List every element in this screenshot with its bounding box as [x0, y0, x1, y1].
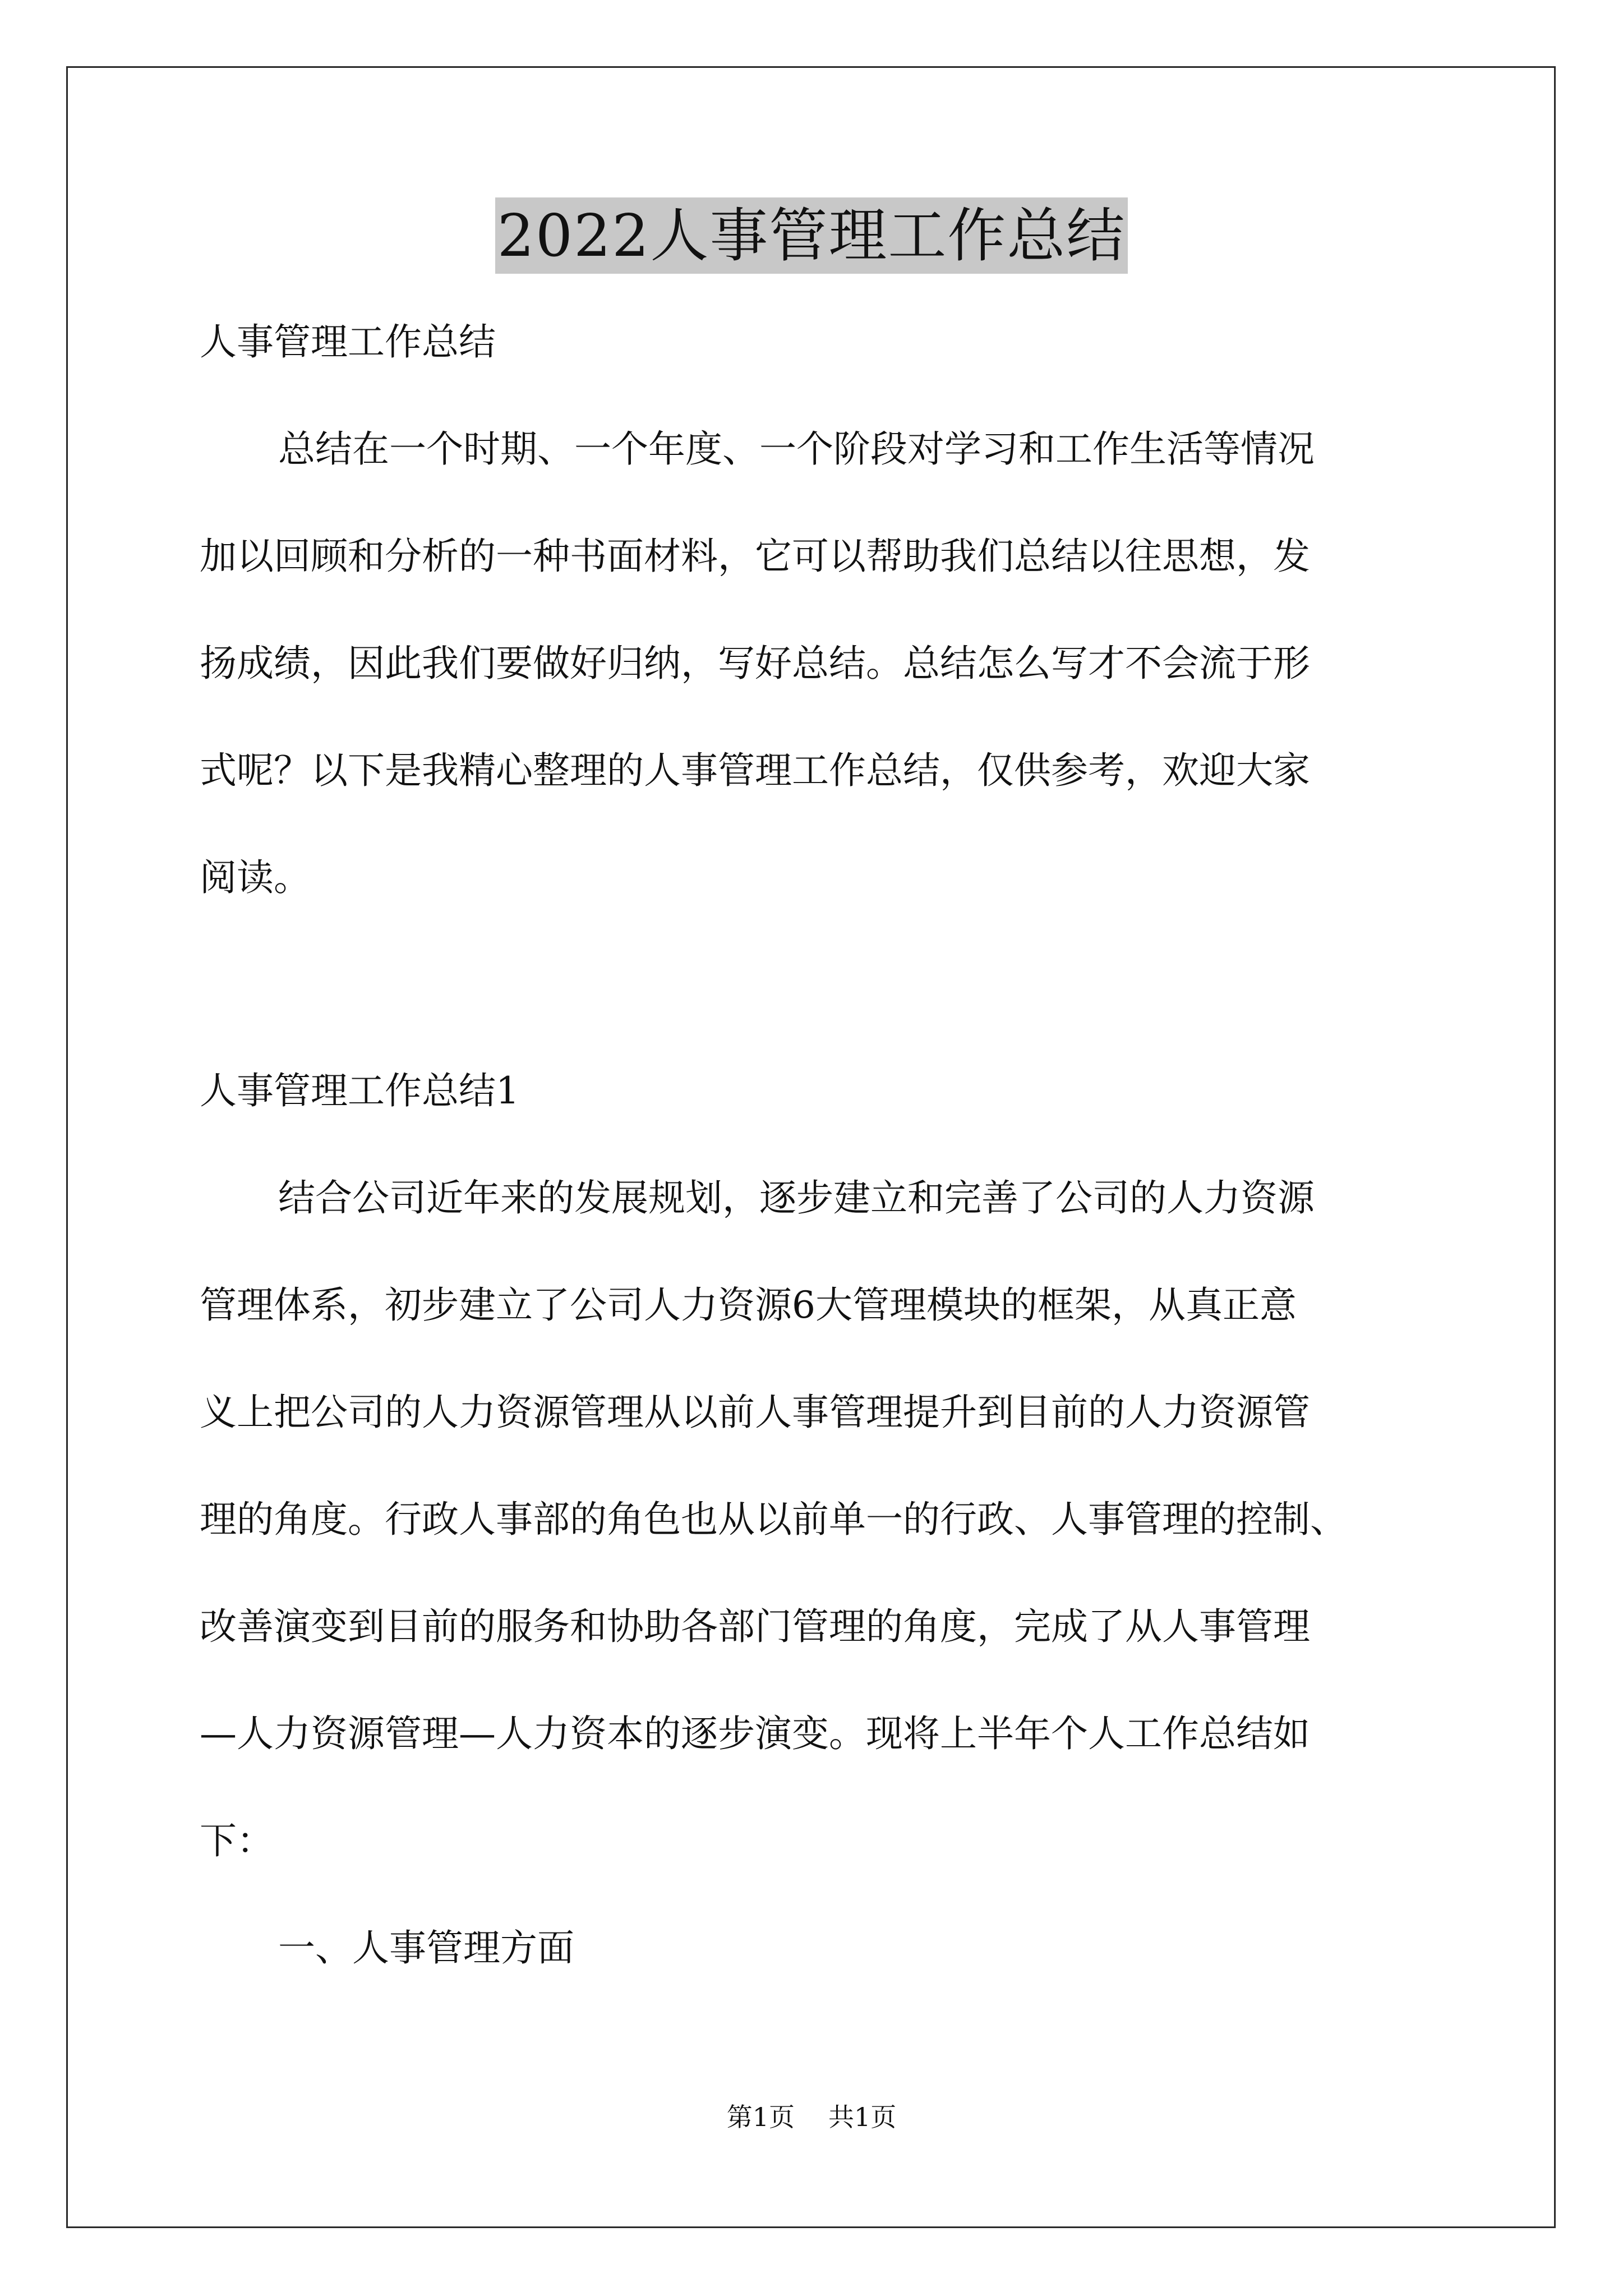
paragraph-line: 理的角度。行政人事部的角色也从以前单一的行政、人事管理的控制、 [200, 1498, 1347, 1541]
title-container [0, 197, 1623, 274]
paragraph-line: 结合公司近年来的发展规划，逐步建立和完善了公司的人力资源 [278, 1176, 1315, 1220]
paragraph-line: —人力资源管理—人力资本的逐步演变。现将上半年个人工作总结如 [200, 1712, 1310, 1755]
paragraph-line: 阅读。 [200, 856, 311, 899]
paragraph-line: 加以回顾和分析的一种书面材料，它可以帮助我们总结以往思想，发 [200, 535, 1310, 578]
paragraph-line: 义上把公司的人力资源管理从以前人事管理提升到目前的人力资源管 [200, 1391, 1310, 1434]
paragraph-line: 式呢？以下是我精心整理的人事管理工作总结，仅供参考，欢迎大家 [200, 749, 1310, 792]
subtitle: 人事管理工作总结 [200, 320, 496, 364]
paragraph-line: 总结在一个时期、一个年度、一个阶段对学习和工作生活等情况 [278, 427, 1315, 471]
page-number-current: 第1页 [726, 2102, 795, 2132]
paragraph-line: 管理体系，初步建立了公司人力资源6大管理模块的框架，从真正意 [200, 1283, 1297, 1327]
paragraph-line: 扬成绩，因此我们要做好归纳，写好总结。总结怎么写才不会流于形 [200, 642, 1310, 685]
document-body [200, 316, 1461, 1975]
document-title: 2022人事管理工作总结 [495, 197, 1128, 274]
page-number-total: 共1页 [828, 2102, 897, 2132]
subsection-heading: 一、人事管理方面 [278, 1926, 574, 1970]
page-footer [0, 2100, 1623, 2134]
paragraph-line: 下： [200, 1819, 274, 1862]
section-heading: 人事管理工作总结1 [200, 1069, 519, 1112]
paragraph-line: 改善演变到目前的服务和协助各部门管理的角度，完成了从人事管理 [200, 1605, 1310, 1648]
